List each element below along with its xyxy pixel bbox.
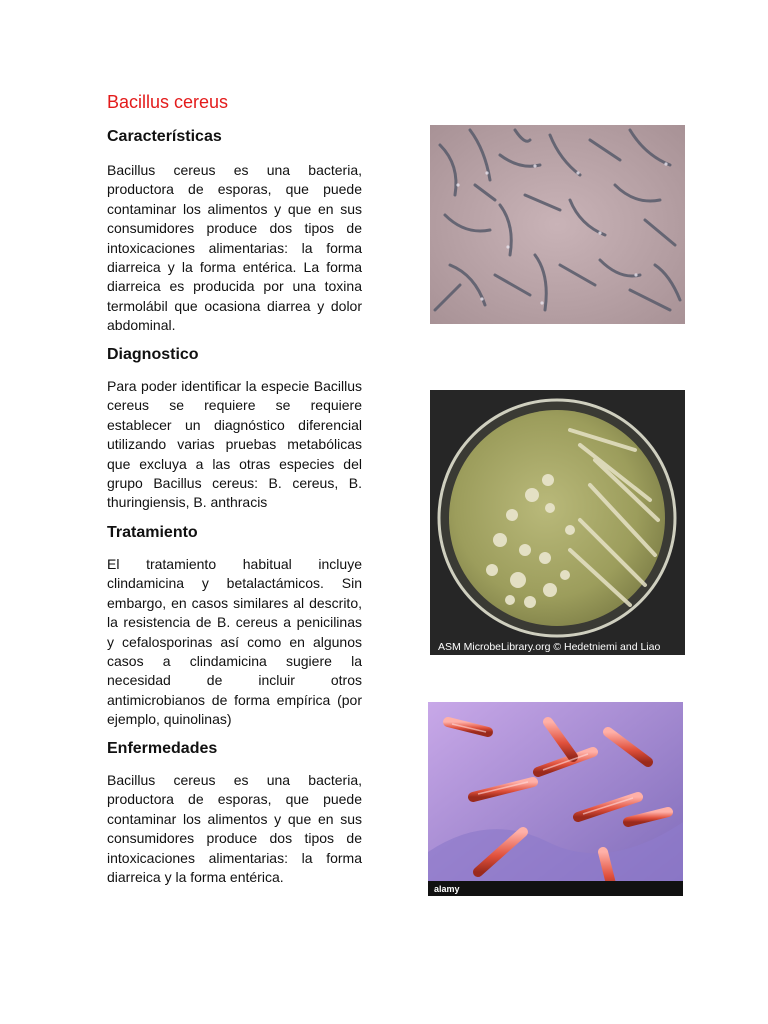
microscopy-image: [430, 125, 685, 324]
section-heading-caracteristicas: Características: [107, 128, 222, 145]
section-body-diagnostico: Para poder identificar la especie Bacillus cereus se requiere se requiere establecer un diagnóstico diferencial utilizando varias pruebas metabólicas que excluya a las otras especies del grupo Bacillus cereus: B. cereus, B. thuringiensis, B. anthracis: [107, 378, 362, 511]
bacteria-render-image: [428, 702, 683, 896]
petri-caption: ASM MicrobeLibrary.org © Hedetniemi and Liao: [438, 641, 661, 653]
section-heading-diagnostico: Diagnostico: [107, 346, 199, 363]
render-watermark: alamy: [434, 884, 460, 894]
section-heading-enfermedades: Enfermedades: [107, 740, 218, 757]
section-body-tratamiento: El tratamiento habitual incluye clindamicina y betalactámicos. Sin embargo, en casos similares al descrito, la resistencia de B. cereus a penicilinas y cefalosporinas así como en algunos casos a clindamicina sugiere la necesidad de incluir otros antimicrobianos de forma empírica (por ejemplo, quinolinas): [107, 556, 362, 728]
page-title: Bacillus cereus: [107, 92, 229, 112]
section-body-caracteristicas: Bacillus cereus es una bacteria, productora de esporas, que puede contaminar los alimentos y que en sus consumidores produce dos tipos de intoxicaciones alimentarias: la forma diarreica y la forma entérica. La forma diarreica es producida por una toxina termolábil que ocasiona diarrea y dolor abdominal.: [107, 162, 362, 334]
petri-dish-image: [430, 390, 685, 655]
section-body-enfermedades: Bacillus cereus es una bacteria, productora de esporas, que puede contaminar los alimentos y que en sus consumidores produce dos tipos de intoxicaciones alimentarias: la forma diarreica y la forma entérica.: [107, 772, 362, 886]
section-heading-tratamiento: Tratamiento: [107, 524, 198, 541]
